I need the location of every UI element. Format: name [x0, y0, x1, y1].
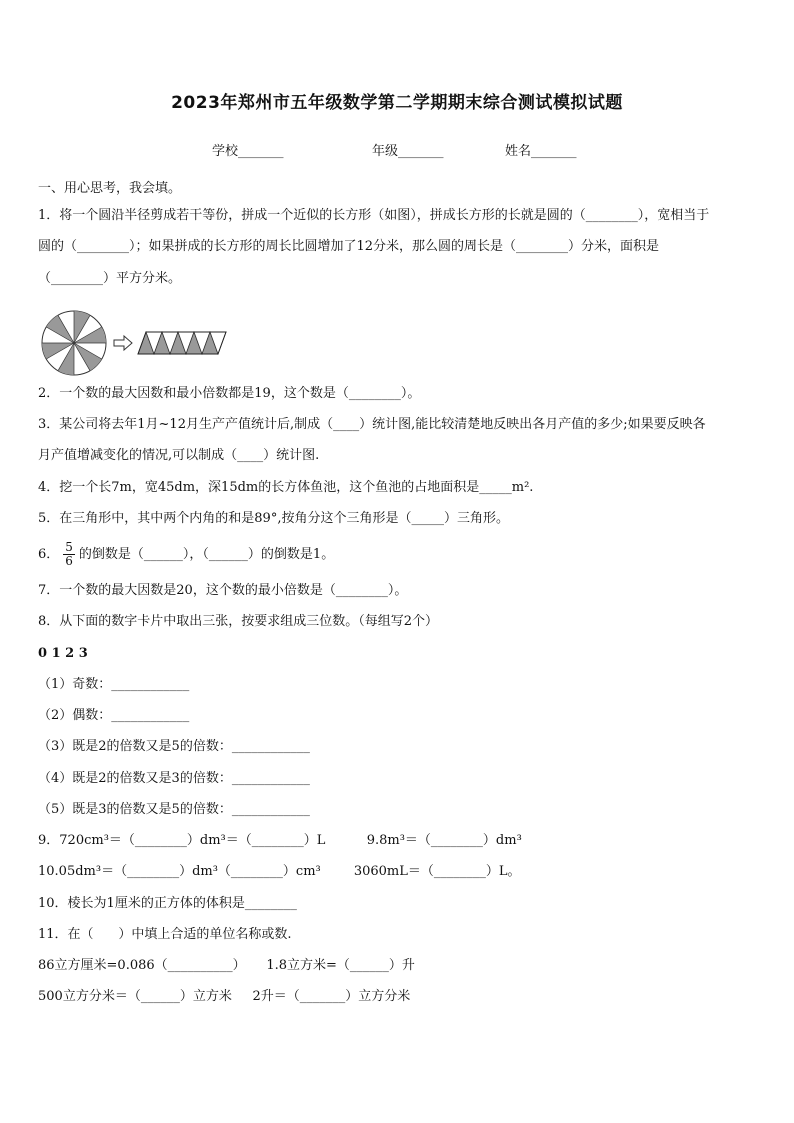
circle-to-rectangle-figure: [40, 305, 240, 381]
digit-cards: 0 1 2 3: [38, 646, 88, 661]
question-8-sub-1: （1）奇数：____________: [38, 677, 190, 692]
question-4: 4．挖一个长7m，宽45dm，深15dm的长方体鱼池，这个鱼池的占地面积是_____m².: [38, 480, 534, 495]
fraction-numerator: 5: [65, 540, 73, 554]
question-8-stem: 8．从下面的数字卡片中取出三张，按要求组成三位数。（每组写2个）: [38, 614, 439, 629]
question-5: 5．在三角形中，其中两个内角的和是89°,按角分这个三角形是（_____）三角形。: [38, 511, 509, 526]
fraction-denominator: 6: [65, 554, 73, 568]
question-11-line-1: 86立方厘米=0.086（__________） 1.8立方米=（______）升: [38, 958, 415, 973]
fraction-five-sixths: [63, 541, 75, 568]
question-8-sub-4: （4）既是2的倍数又是3的倍数：____________: [38, 771, 310, 786]
name-field: 姓名_______: [505, 144, 577, 159]
question-6-prefix: 6．: [38, 547, 60, 562]
question-10: 10．棱长为1厘米的正方体的体积是________: [38, 896, 297, 911]
question-1-line-3: （________）平方分米。: [38, 271, 182, 286]
question-8-sub-2: （2）偶数：____________: [38, 708, 190, 723]
question-2: 2．一个数的最大因数和最小倍数都是19，这个数是（________）。: [38, 386, 421, 401]
question-11-line-2: 500立方分米＝（______）立方米 2升＝（_______）立方分米: [38, 989, 411, 1004]
question-7: 7．一个数的最大因数是20，这个数的最小倍数是（________）。: [38, 583, 408, 598]
question-3-line-2: 月产值增减变化的情况,可以制成（____）统计图.: [38, 448, 320, 463]
question-6: [38, 537, 334, 573]
question-9-line-2: 10.05dm³＝（________）dm³（________）cm³ 3060mL＝（________）L。: [38, 864, 521, 879]
question-1-line-1: 1．将一个圆沿半径剪成若干等份，拼成一个近似的长方形（如图），拼成长方形的长就是圆的（________），宽相当于: [38, 208, 710, 223]
rearranged-rectangle-icon: [138, 332, 226, 354]
question-9-line-1: 9．720cm³＝（________）dm³＝（________）L 9.8m³＝（________）dm³: [38, 833, 522, 848]
grade-field: 年级_______: [372, 144, 444, 159]
question-6-suffix: 的倒数是（______），（______）的倒数是1。: [78, 547, 335, 562]
page-title: 2023年郑州市五年级数学第二学期期末综合测试模拟试题: [171, 93, 623, 113]
question-11-stem: 11．在（ ）中填上合适的单位名称或数.: [38, 927, 292, 942]
school-field: 学校_______: [212, 144, 284, 159]
sliced-circle-icon: [42, 311, 106, 375]
section-heading: 一、用心思考，我会填。: [38, 181, 182, 196]
question-3-line-1: 3．某公司将去年1月~12月生产产值统计后,制成（____）统计图,能比较清楚地反映出各月产值的多少;如果要反映各: [38, 417, 706, 432]
question-8-sub-3: （3）既是2的倍数又是5的倍数：____________: [38, 739, 310, 754]
question-1-line-2: 圆的（________）；如果拼成的长方形的周长比圆增加了12分米，那么圆的周长是（________）分米，面积是: [38, 239, 660, 254]
right-arrow-icon: [114, 336, 132, 350]
question-8-sub-5: （5）既是3的倍数又是5的倍数：____________: [38, 802, 310, 817]
